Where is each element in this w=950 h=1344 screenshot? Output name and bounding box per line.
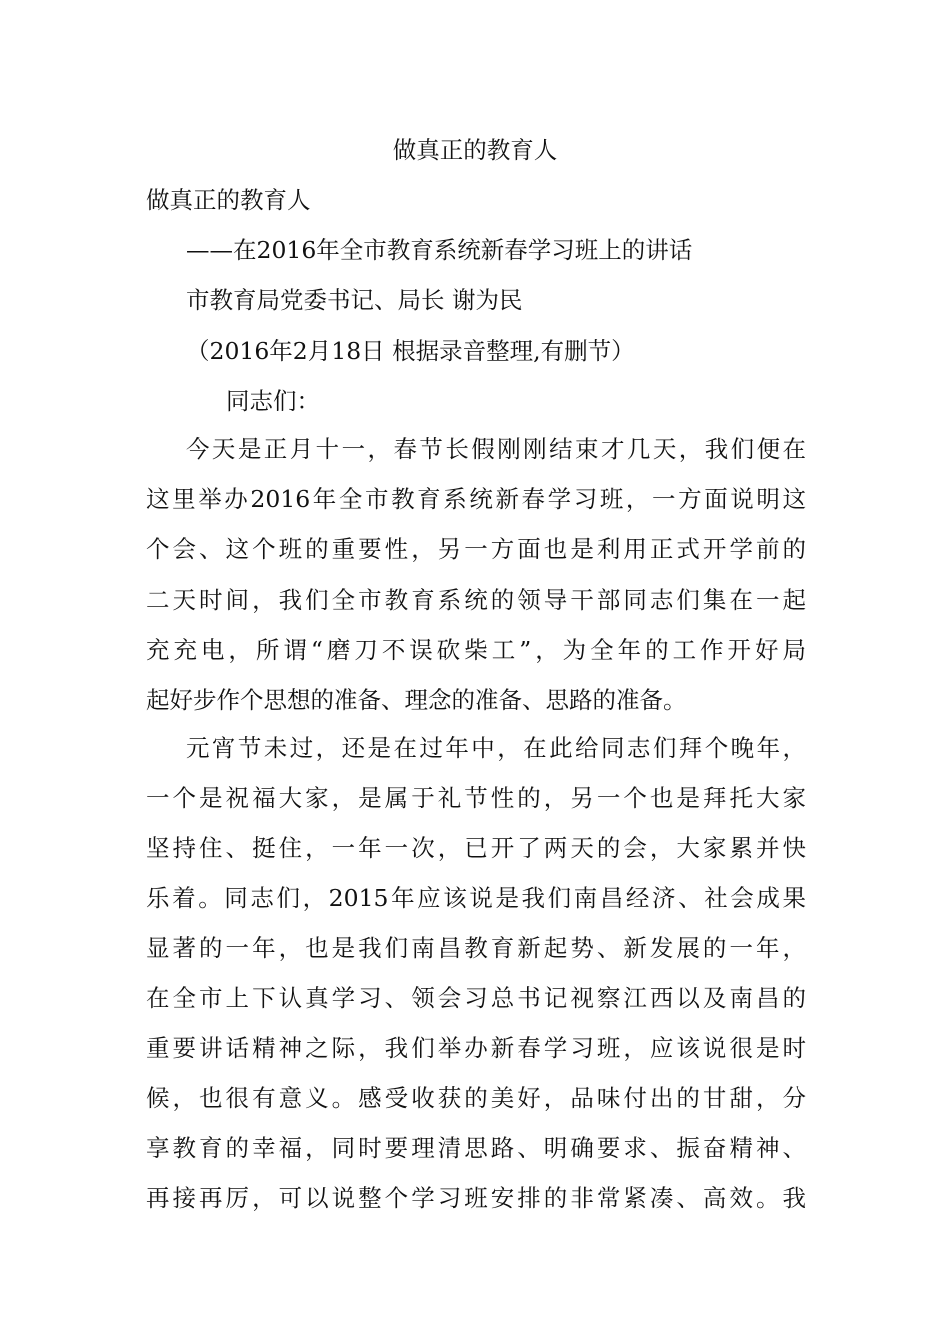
paragraph-line: 显著的一年，也是我们南昌教育新起势、新发展的一年， (146, 934, 806, 962)
speaker-line: 市教育局党委书记、局长 谢为民 (186, 286, 523, 314)
paragraph-line: 乐着。同志们，2015年应该说是我们南昌经济、社会成果 (146, 884, 806, 912)
paragraph-line: 这里举办2016年全市教育系统新春学习班，一方面说明这 (146, 485, 806, 513)
paragraph-line: 元宵节未过，还是在过年中，在此给同志们拜个晚年， (186, 734, 806, 762)
paragraph-line: 在全市上下认真学习、领会习总书记视察江西以及南昌的 (146, 984, 806, 1012)
paragraph-line: 候，也很有意义。感受收获的美好，品味付出的甘甜，分 (146, 1084, 806, 1112)
paragraph-line: 再接再厉，可以说整个学习班安排的非常紧凑、高效。我 (146, 1184, 806, 1212)
document-title: 做真正的教育人 (392, 136, 558, 164)
paragraph-line: 二天时间，我们全市教育系统的领导干部同志们集在一起 (146, 586, 806, 614)
paragraph-line: 个会、这个班的重要性，另一方面也是利用正式开学前的 (146, 535, 806, 563)
paragraph-line: 重要讲话精神之际，我们举办新春学习班，应该说很是时 (146, 1034, 806, 1062)
date-note: （2016年2月18日 根据录音整理,有删节） (186, 337, 635, 365)
speech-title: 做真正的教育人 (146, 186, 311, 214)
paragraph-line: 享教育的幸福，同时要理清思路、明确要求、振奋精神、 (146, 1134, 806, 1162)
paragraph-line: 今天是正月十一，春节长假刚刚结束才几天，我们便在 (186, 435, 806, 463)
speech-subtitle: ——在2016年全市教育系统新春学习班上的讲话 (186, 236, 693, 264)
salutation: 同志们： (226, 387, 320, 415)
paragraph-line: 坚持住、挺住，一年一次，已开了两天的会，大家累并快 (146, 834, 806, 862)
paragraph-line: 起好步作个思想的准备、理念的准备、思路的准备。 (146, 686, 687, 714)
paragraph-line: 一个是祝福大家，是属于礼节性的，另一个也是拜托大家 (146, 784, 806, 812)
paragraph-line: 充充电，所谓“磨刀不误砍柴工”，为全年的工作开好局 (146, 636, 806, 664)
